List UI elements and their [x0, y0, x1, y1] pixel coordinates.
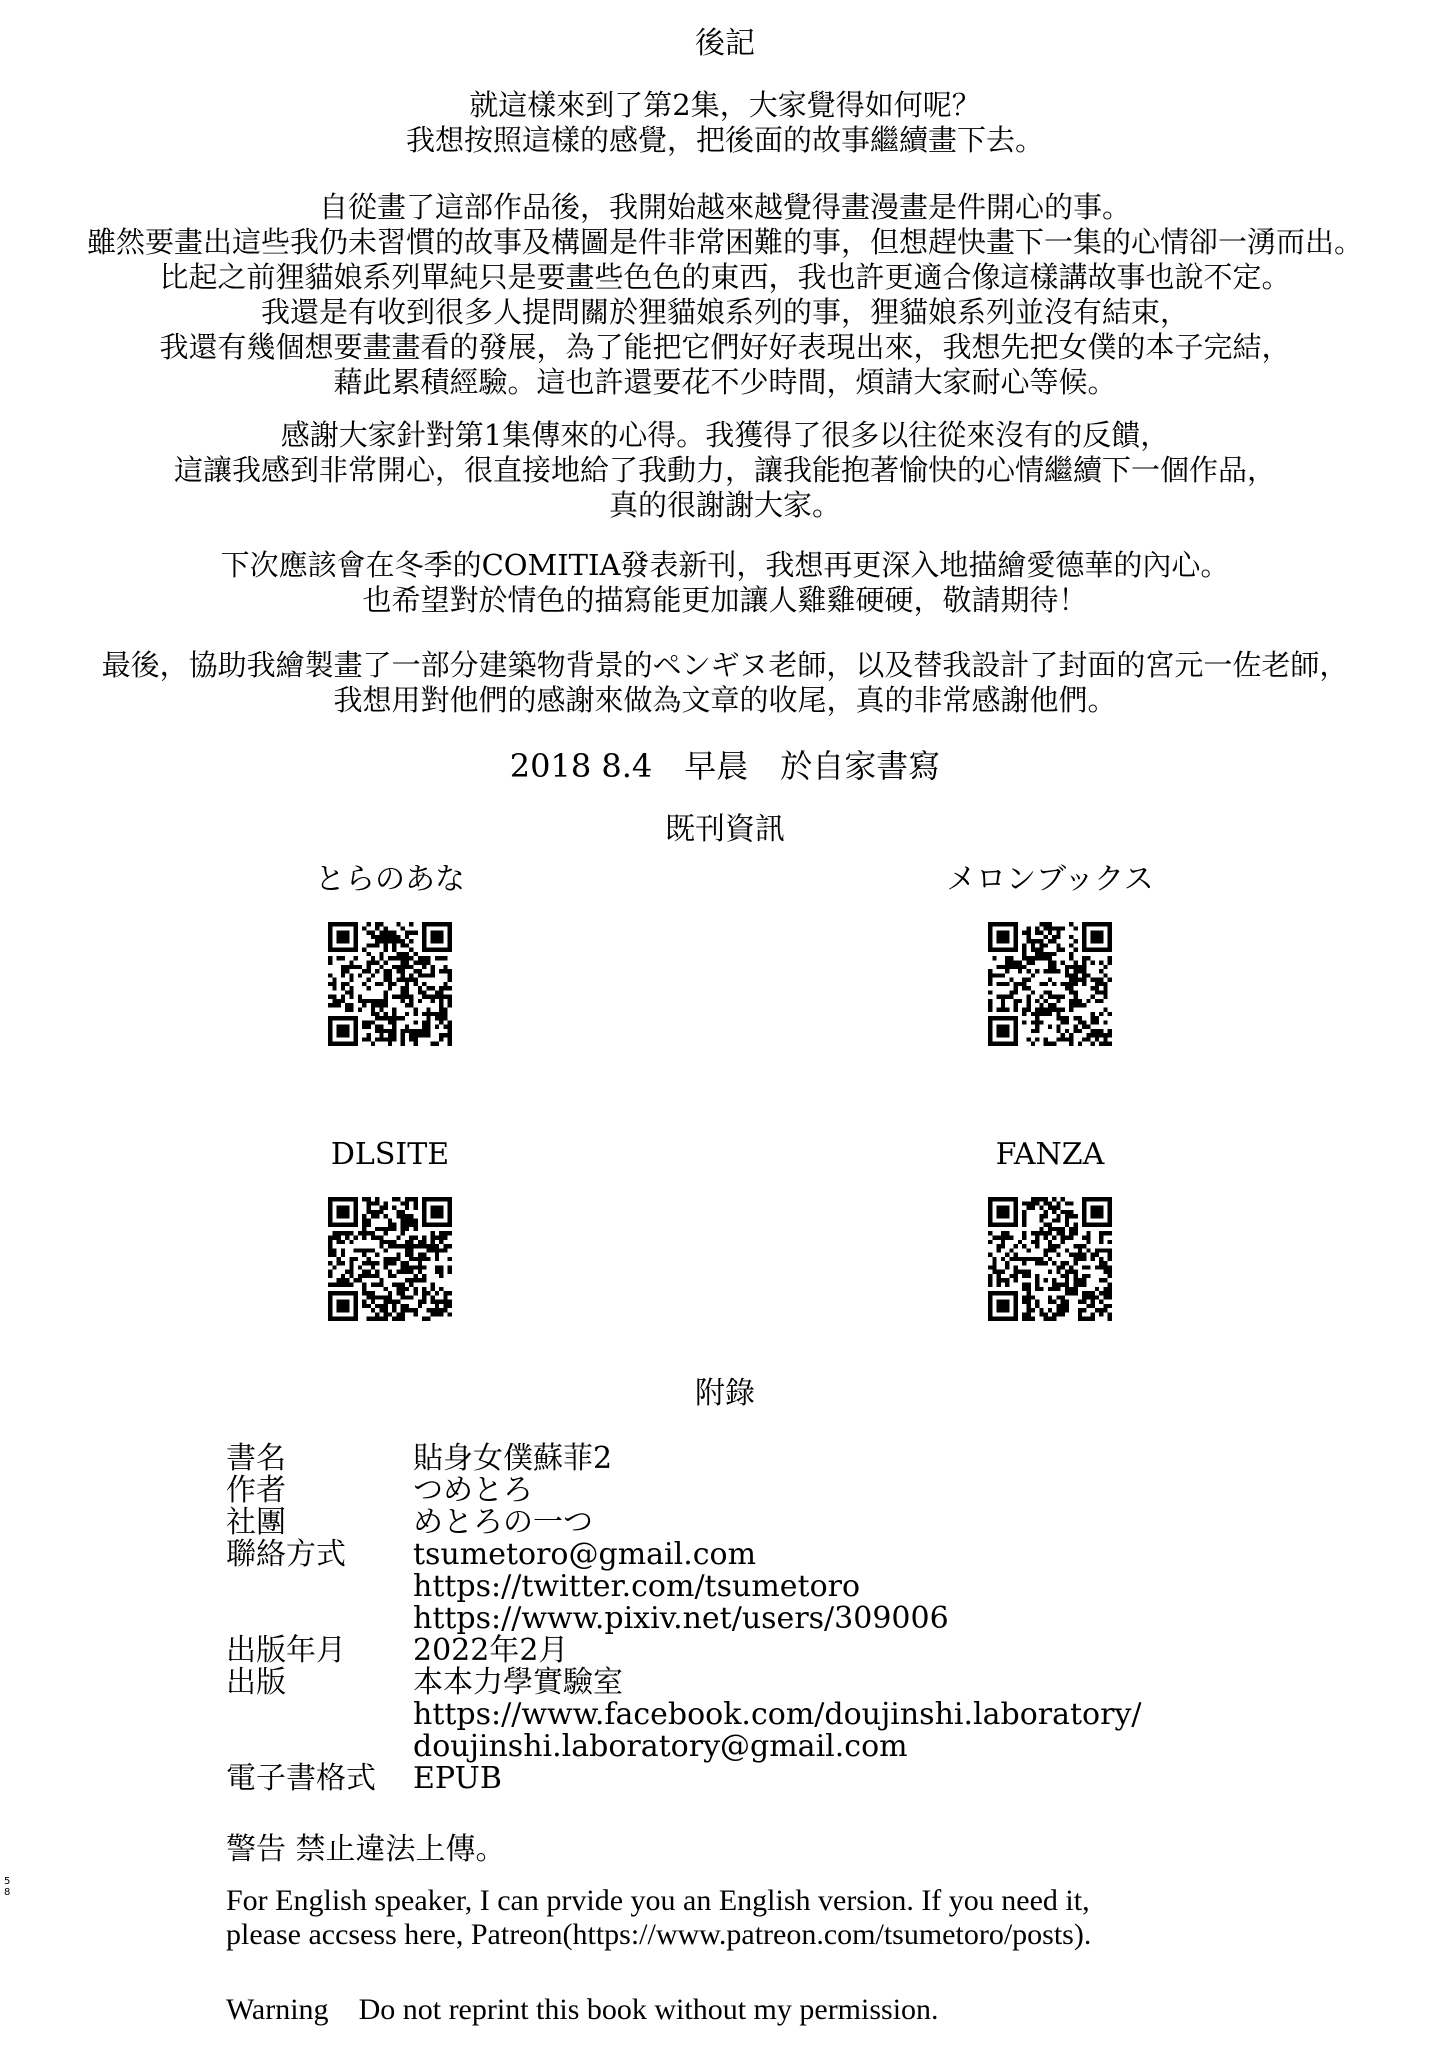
afterword-line: 藉此累積經驗。這也許還要花不少時間，煩請大家耐心等候。	[333, 365, 1117, 399]
afterword-line: 最後，協助我繪製畫了一部分建築物背景的ペンギヌ老師，以及替我設計了封面的宮元一佐老師，	[101, 648, 1349, 682]
colophon-table	[226, 1443, 1142, 1795]
store-label: DLSITE	[330, 1137, 450, 1172]
afterword-line: 雖然要畫出這些我仍未習慣的故事及構圖是件非常困難的事，但想趕快畫下一集的心情卻一湧而出。	[86, 225, 1363, 259]
colophon-value: 貼身女僕蘇菲2	[413, 1441, 613, 1476]
store-label: メロンブックス	[946, 862, 1154, 897]
qr-code-icon[interactable]	[988, 1197, 1112, 1321]
afterword-paragraph-4	[0, 548, 1450, 618]
qr-code-icon[interactable]	[328, 1197, 452, 1321]
colophon-key: 出版年月	[226, 1633, 346, 1668]
store-label: とらのあな	[315, 862, 465, 897]
qr-code-icon[interactable]	[328, 922, 452, 1046]
colophon-row	[226, 1539, 1142, 1635]
warning-text: Do not reprint this book without my permission.	[358, 1993, 939, 2026]
colophon-row	[226, 1635, 1142, 1667]
colophon-row	[226, 1475, 1142, 1507]
colophon-value: 本本力學實驗室	[413, 1665, 623, 1700]
afterword-date: 2018 8.4 早晨 於自家書寫	[509, 747, 941, 785]
colophon-key: 聯絡方式	[226, 1537, 346, 1572]
colophon-row	[226, 1667, 1142, 1763]
colophon-key: 作者	[226, 1473, 286, 1508]
afterword-line: 比起之前狸貓娘系列單純只是要畫些色色的東西，我也許更適合像這樣講故事也說不定。	[159, 260, 1291, 294]
afterword-title: 後記	[695, 26, 755, 61]
afterword-line: 自從畫了這部作品後，我開始越來越覺得畫漫畫是件開心的事。	[318, 190, 1131, 224]
pixiv-link[interactable]: https://www.pixiv.net/users/309006	[413, 1601, 949, 1636]
english-note	[226, 1884, 1091, 1952]
page-number-digit: 5	[4, 1876, 11, 1887]
warning-english	[226, 1992, 939, 2028]
english-note-line[interactable]: please accsess here, Patreon(https://www.patreon.com/tsumetoro/posts).	[226, 1918, 1092, 1951]
afterword-paragraph-3	[0, 418, 1450, 523]
afterword-line: 真的很謝謝大家。	[608, 488, 841, 522]
afterword-line: 我想用對他們的感謝來做為文章的收尾，真的非常感謝他們。	[333, 683, 1117, 717]
afterword-line: 我想按照這樣的感覺，把後面的故事繼續畫下去。	[405, 123, 1044, 157]
colophon-value: EPUB	[413, 1761, 502, 1796]
colophon-row	[226, 1763, 1142, 1795]
afterword-line: 這讓我感到非常開心，很直接地給了我動力，讓我能抱著愉快的心情繼續下一個作品，	[173, 453, 1276, 487]
colophon-key: 出版	[226, 1665, 286, 1700]
page-number-digit: 8	[4, 1887, 11, 1898]
colophon-key: 書名	[226, 1441, 286, 1476]
twitter-link[interactable]: https://twitter.com/tsumetoro	[413, 1569, 861, 1604]
page-number	[4, 1876, 10, 1898]
store-melonbooks	[900, 860, 1200, 1046]
facebook-link[interactable]: https://www.facebook.com/doujinshi.laboratory/	[413, 1697, 1142, 1732]
colophon-row	[226, 1443, 1142, 1475]
store-fanza	[900, 1135, 1200, 1321]
warning-chinese: 警告 禁止違法上傳。	[226, 1832, 506, 1867]
colophon-value: 2022年2月	[413, 1633, 569, 1668]
store-label: FANZA	[995, 1137, 1105, 1172]
store-dlsite	[240, 1135, 540, 1321]
qr-code-icon[interactable]	[988, 922, 1112, 1046]
colophon-value: つめとろ	[413, 1473, 533, 1508]
colophon-key: 電子書格式	[226, 1761, 376, 1796]
afterword-paragraph-1	[0, 88, 1450, 158]
afterword-paragraph-2	[0, 190, 1450, 400]
afterword-line: 下次應該會在冬季的COMITIA發表新刊，我想再更深入地描繪愛德華的內心。	[220, 548, 1230, 582]
publications-title: 既刊資訊	[665, 812, 785, 847]
appendix-title: 附錄	[695, 1376, 755, 1411]
afterword-line: 就這樣來到了第2集，大家覺得如何呢？	[469, 88, 981, 122]
publisher-email-link[interactable]: doujinshi.laboratory@gmail.com	[413, 1729, 908, 1764]
store-toranoana	[240, 860, 540, 1046]
afterword-line: 我還有幾個想要畫畫看的發展，為了能把它們好好表現出來，我想先把女僕的本子完結，	[159, 330, 1291, 364]
afterword-paragraph-5	[0, 648, 1450, 718]
afterword-line: 也希望對於情色的描寫能更加讓人雞雞硬硬，敬請期待！	[362, 583, 1088, 617]
email-link[interactable]: tsumetoro@gmail.com	[413, 1537, 757, 1572]
colophon-row	[226, 1507, 1142, 1539]
afterword-line: 我還是有收到很多人提問關於狸貓娘系列的事，狸貓娘系列並沒有結束，	[260, 295, 1189, 329]
warning-label: Warning	[226, 1993, 329, 2026]
colophon-value: めとろの一つ	[413, 1505, 593, 1540]
colophon-key: 社團	[226, 1505, 286, 1540]
english-note-line: For English speaker, I can prvide you an English version. If you need it,	[226, 1884, 1090, 1917]
afterword-line: 感謝大家針對第1集傳來的心得。我獲得了很多以往從來沒有的反饋，	[280, 418, 1170, 452]
